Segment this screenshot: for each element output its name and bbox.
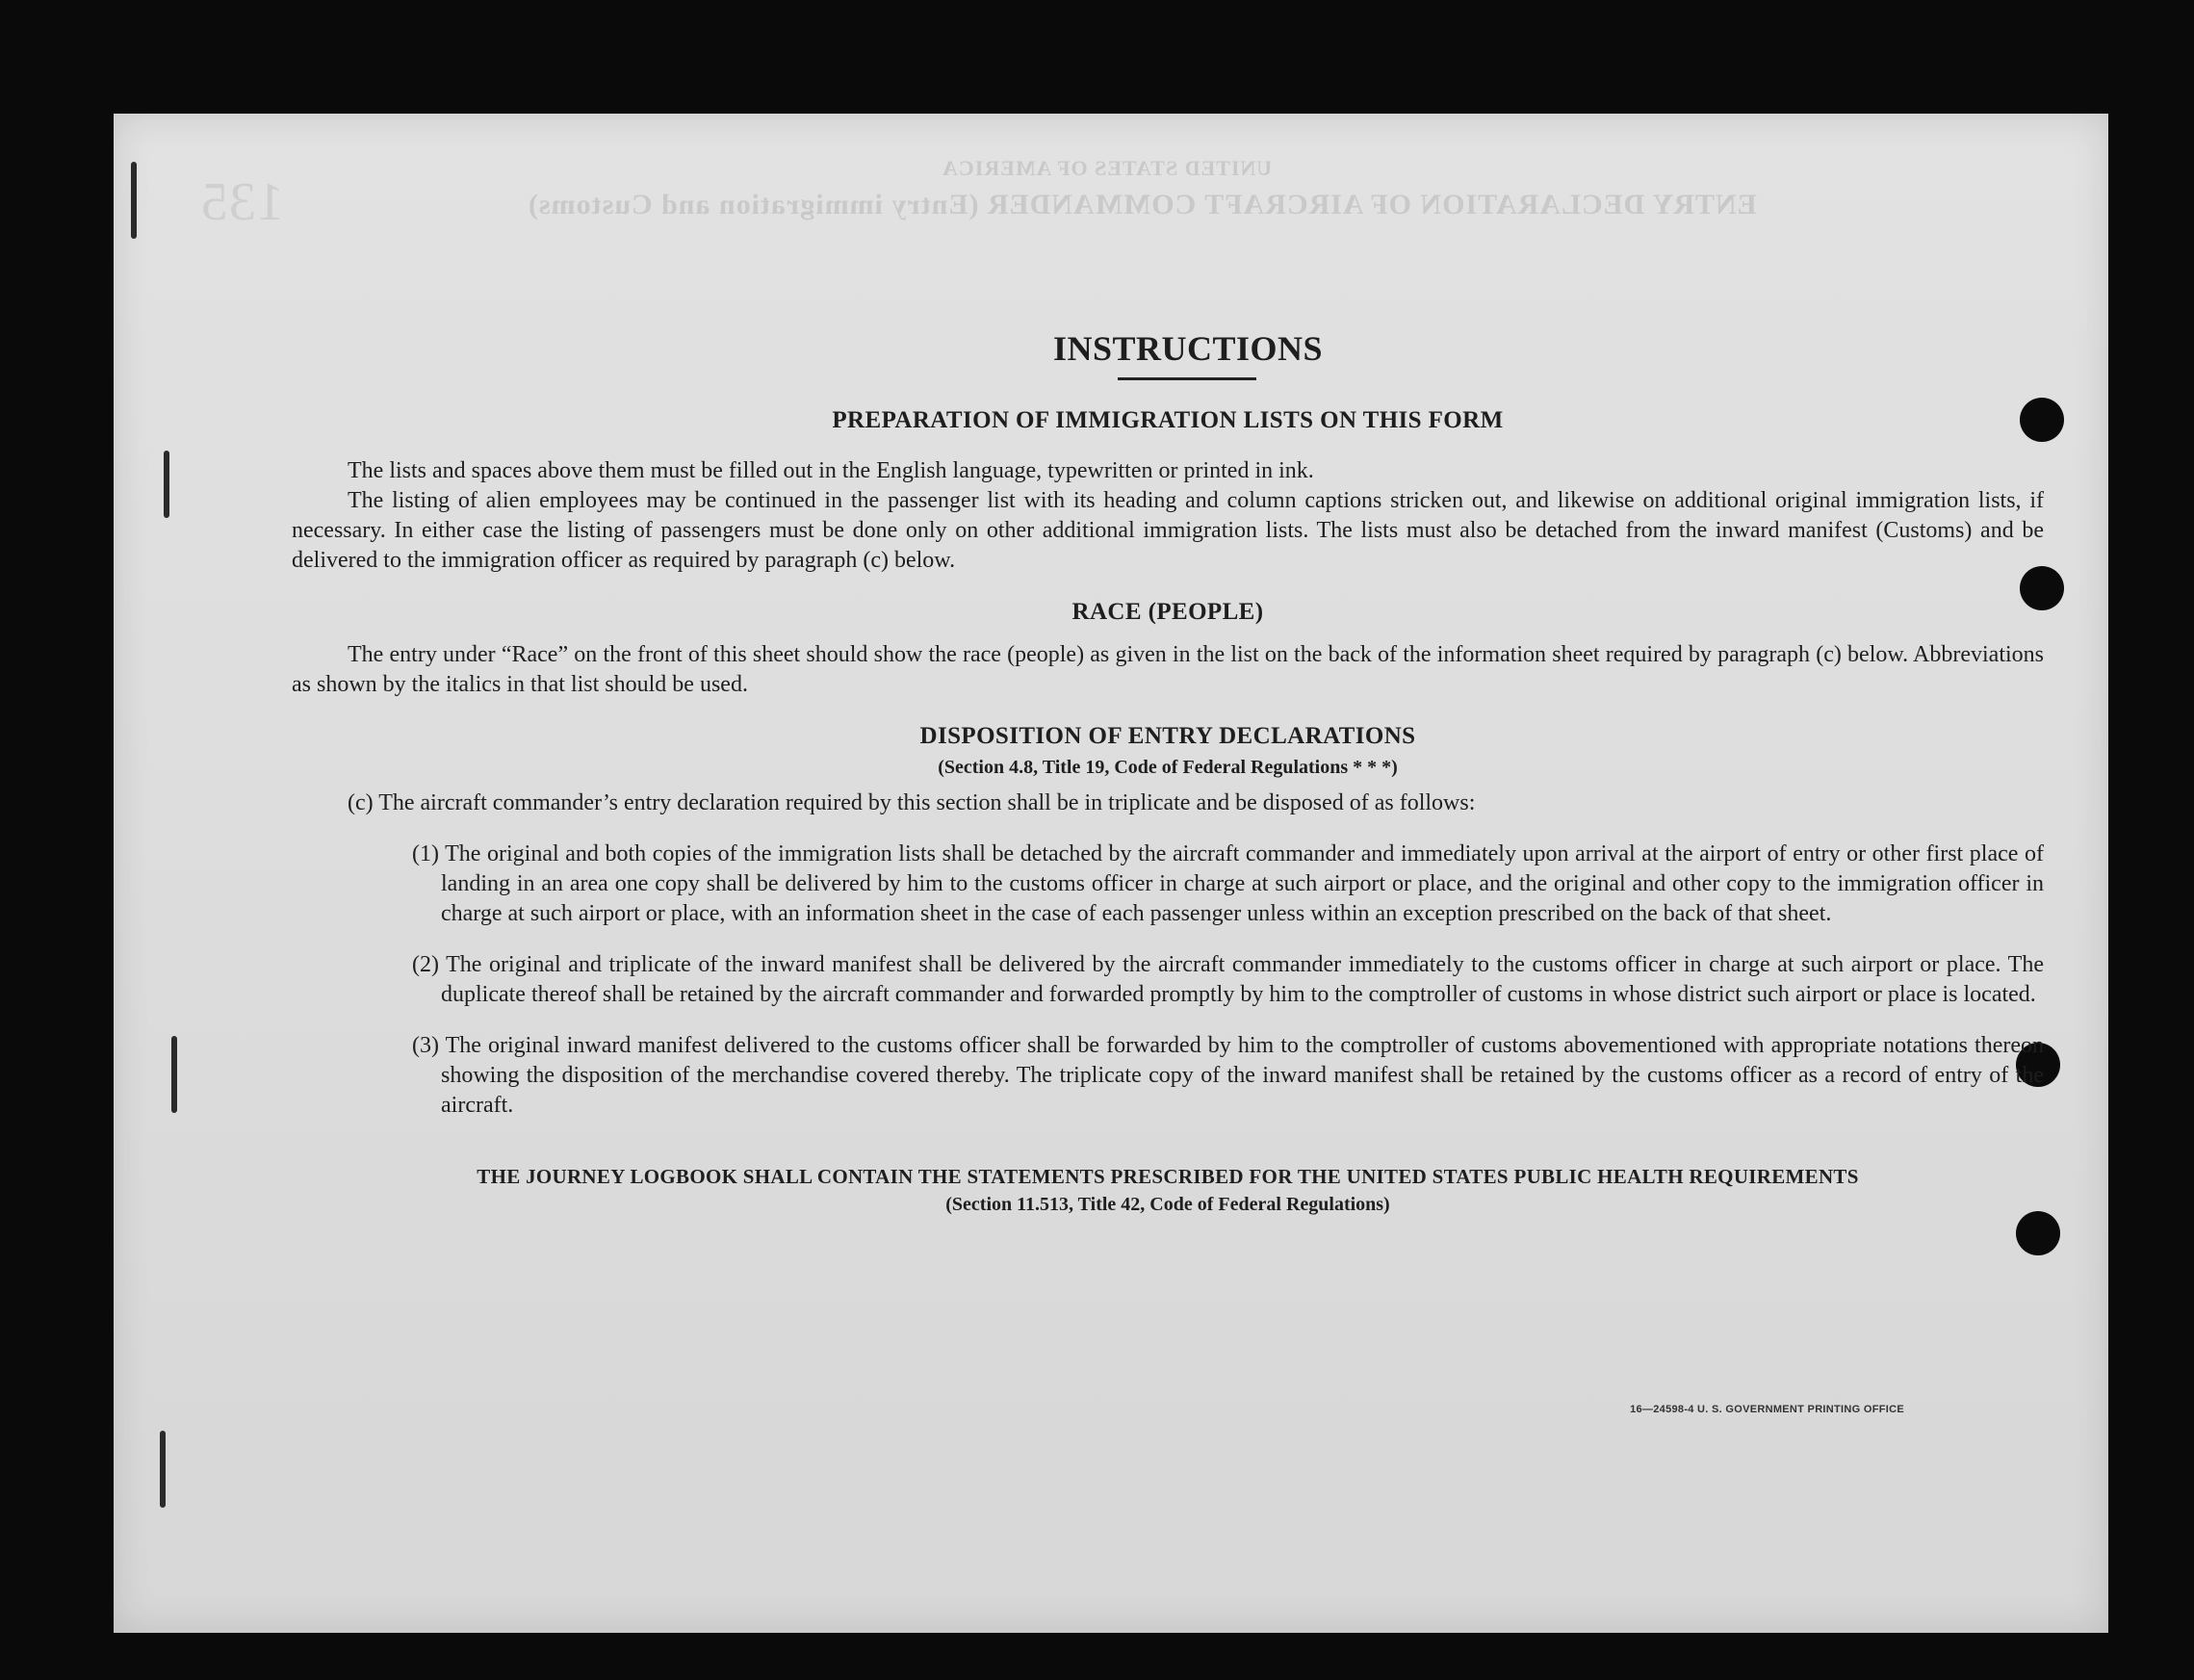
preparation-heading: PREPARATION OF IMMIGRATION LISTS ON THIS FORM xyxy=(832,407,1504,433)
binding-mark xyxy=(171,1036,177,1113)
disposition-intro: (c) The aircraft commander’s entry declaration required by this section shall be in triplicate and be disposed of as follows: xyxy=(348,790,1476,815)
instructions-body xyxy=(292,327,2044,1220)
printing-office-code: 16—24598-4 U. S. GOVERNMENT PRINTING OFFICE xyxy=(1630,1404,1904,1415)
preparation-paragraph-1: The lists and spaces above them must be filled out in the English language, typewritten or printed in ink. xyxy=(348,458,1314,483)
page-title: INSTRUCTIONS xyxy=(1052,329,1324,368)
logbook-requirement: THE JOURNEY LOGBOOK SHALL CONTAIN THE STATEMENTS PRESCRIBED FOR THE UNITED STATES PUBLIC HEALTH REQUIREMENTS xyxy=(477,1165,1859,1188)
race-heading: RACE (PEOPLE) xyxy=(1071,599,1264,625)
disposition-item-2: (2) The original and triplicate of the inward manifest shall be delivered by the aircraft commander immediately to the customs officer in charge at such airport or place. The duplicate thereof shall be retained by the aircraft commander and forwarded promptly by him to the comptroller of customs in whose district such airport or place is located. xyxy=(412,952,2044,1007)
preparation-paragraph-2: The listing of alien employees may be continued in the passenger list with its heading and column captions stricken out, and likewise on additional original immigration lists, if necessary. In either case the listing of passengers must be done only on other additional immigration lists. The lists must also be detached from the inward manifest (Customs) and be delivered to the immigration officer as required by paragraph (c) below. xyxy=(292,488,2044,573)
bleed-through-title: ENTRY DECLARATION OF AIRCRAFT COMMANDER (Entry immigration and Customs) xyxy=(528,189,1757,220)
logbook-citation: (Section 11.513, Title 42, Code of Federal Regulations) xyxy=(945,1194,1390,1215)
disposition-heading: DISPOSITION OF ENTRY DECLARATIONS xyxy=(919,723,1416,749)
bleed-through-number: 135 xyxy=(200,172,284,232)
document-page xyxy=(114,114,2108,1633)
disposition-citation: (Section 4.8, Title 19, Code of Federal Regulations * * *) xyxy=(938,757,1398,778)
binding-mark xyxy=(160,1431,166,1508)
bleed-through-header: UNITED STATES OF AMERICA xyxy=(942,156,1273,180)
disposition-item-3: (3) The original inward manifest delivered to the customs officer shall be forwarded by him to the comptroller of customs abovementioned with appropriate notations thereon showing the disposition of the merchandise covered thereby. The triplicate copy of the inward manifest shall be retained by the customs officer as a record of entry of the aircraft. xyxy=(412,1033,2044,1118)
binding-mark xyxy=(131,162,137,239)
race-paragraph: The entry under “Race” on the front of this sheet should show the race (people) as given in the list on the back of the information sheet required by paragraph (c) below. Abbreviations as shown by the italics in that list should be used. xyxy=(292,642,2044,697)
title-underline xyxy=(1118,377,1256,380)
disposition-item-1: (1) The original and both copies of the immigration lists shall be detached by the aircraft commander and immediately upon arrival at the airport of entry or other first place of landing in an area one copy shall be delivered by him to the customs officer in charge at such airport or place, and the original and other copy to the immigration officer in charge at such airport or place, with an information sheet in the case of each passenger unless within an exception prescribed on the back of that sheet. xyxy=(412,841,2044,926)
binding-mark xyxy=(164,451,169,518)
